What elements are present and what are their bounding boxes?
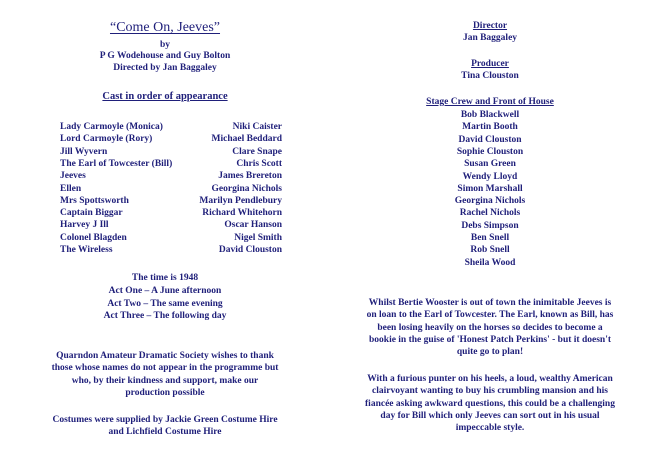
cast-actor: Georgina Nichols [211, 183, 282, 194]
crew-member: Bob Blackwell [460, 110, 520, 120]
synopsis-line: clairvoyant wanting to buy his crumbling mansion and his [372, 386, 608, 397]
producer-heading: Producer [471, 59, 509, 69]
crew-member: Sophie Clouston [456, 146, 524, 157]
cast-heading: Cast in order of appearance [102, 91, 228, 102]
thanks-line: Quarndon Amateur Dramatic Society wishes to thank [56, 351, 274, 361]
cast-role: Captain Biggar [60, 208, 123, 219]
cast-role: Mrs Spottsworth [60, 195, 129, 206]
crew-member: Rob Snell [470, 245, 510, 256]
cast-actor: James Brereton [218, 171, 282, 182]
synopsis-line: quite go to plan! [456, 347, 524, 358]
thanks-line: production possible [125, 387, 205, 398]
act-line: Act Three – The following day [103, 311, 227, 321]
crew-member: Ben Snell [470, 233, 510, 243]
cast-role: Lord Carmoyle (Rory) [60, 134, 153, 145]
time-line: The time is 1948 [131, 273, 199, 283]
crew-heading: Stage Crew and Front of House [426, 97, 554, 107]
synopsis-line: bookie in the guise of 'Honest Patch Perkins' - but it doesn't [369, 334, 611, 345]
synopsis-line: been losing heavily on the horses so decides to become a [377, 322, 603, 333]
synopsis-line: on loan to the Earl of Towcester. The Earl, known as Bill, has [366, 310, 614, 321]
play-title-text: “Come On, Jeeves” [109, 20, 221, 35]
crew-member: Simon Marshall [457, 183, 523, 194]
cast-role: Harvey J Ill [60, 220, 109, 231]
cast-role: Jill Wyvern [60, 146, 108, 157]
cast-role: Jeeves [60, 171, 86, 182]
cast-role: The Earl of Towcester (Bill) [60, 158, 173, 169]
crew-member: Martin Booth [462, 122, 518, 133]
costumes-line: and Lichfield Costume Hire [108, 427, 222, 438]
synopsis-line: With a furious punter on his heels, a loud, wealthy American [367, 374, 613, 384]
cast-actor: Niki Caister [232, 122, 282, 132]
crew-member: Sheila Wood [464, 257, 516, 268]
synopsis-line: day for Bill which only Jeeves can sort out in his usual [380, 410, 600, 421]
synopsis-line: fiancée asking awkward questions, this could be a challenging [365, 398, 615, 409]
crew-member: Wendy Lloyd [462, 171, 518, 182]
producer-name: Tina Clouston [461, 71, 519, 81]
cast-role: The Wireless [60, 245, 113, 255]
cast-actor: Oscar Hanson [224, 220, 282, 231]
costumes-line: Costumes were supplied by Jackie Green Costume Hire [52, 415, 278, 425]
cast-role: Ellen [60, 183, 82, 194]
synopsis-line: Whilst Bertie Wooster is out of town the inimitable Jeeves is [368, 298, 612, 308]
act-line: Act Two – The same evening [107, 298, 223, 309]
directed-line: Directed by Jan Baggaley [113, 63, 217, 73]
by-line: by [159, 40, 171, 50]
cast-actor: Richard Whitehorn [202, 208, 282, 219]
synopsis-line: impeccable style. [455, 423, 525, 434]
crew-member: Rachel Nichols [459, 208, 521, 219]
cast-role: Lady Carmoyle (Monica) [60, 122, 163, 132]
cast-actor: Michael Beddard [211, 134, 282, 145]
cast-actor: David Clouston [218, 245, 282, 255]
act-line: Act One – A June afternoon [108, 286, 222, 296]
cast-role: Colonel Blagden [60, 232, 127, 243]
play-title [0, 20, 330, 36]
cast-actor: Clare Snape [232, 146, 282, 157]
thanks-line: those whose names do not appear in the programme but [51, 363, 279, 374]
cast-actor: Nigel Smith [234, 232, 282, 243]
cast-actor: Marilyn Pendlebury [199, 195, 282, 206]
thanks-line: who, by their kindness and support, make our [71, 375, 259, 386]
crew-member: Georgina Nichols [454, 196, 526, 207]
cast-actor: Chris Scott [236, 158, 282, 169]
authors-line: P G Wodehouse and Guy Bolton [99, 51, 231, 61]
crew-member: Susan Green [464, 159, 516, 170]
director-heading: Director [472, 21, 508, 31]
crew-member: David Clouston [458, 134, 522, 145]
director-name: Jan Baggaley [462, 33, 518, 43]
crew-member: Debs Simpson [461, 220, 519, 231]
